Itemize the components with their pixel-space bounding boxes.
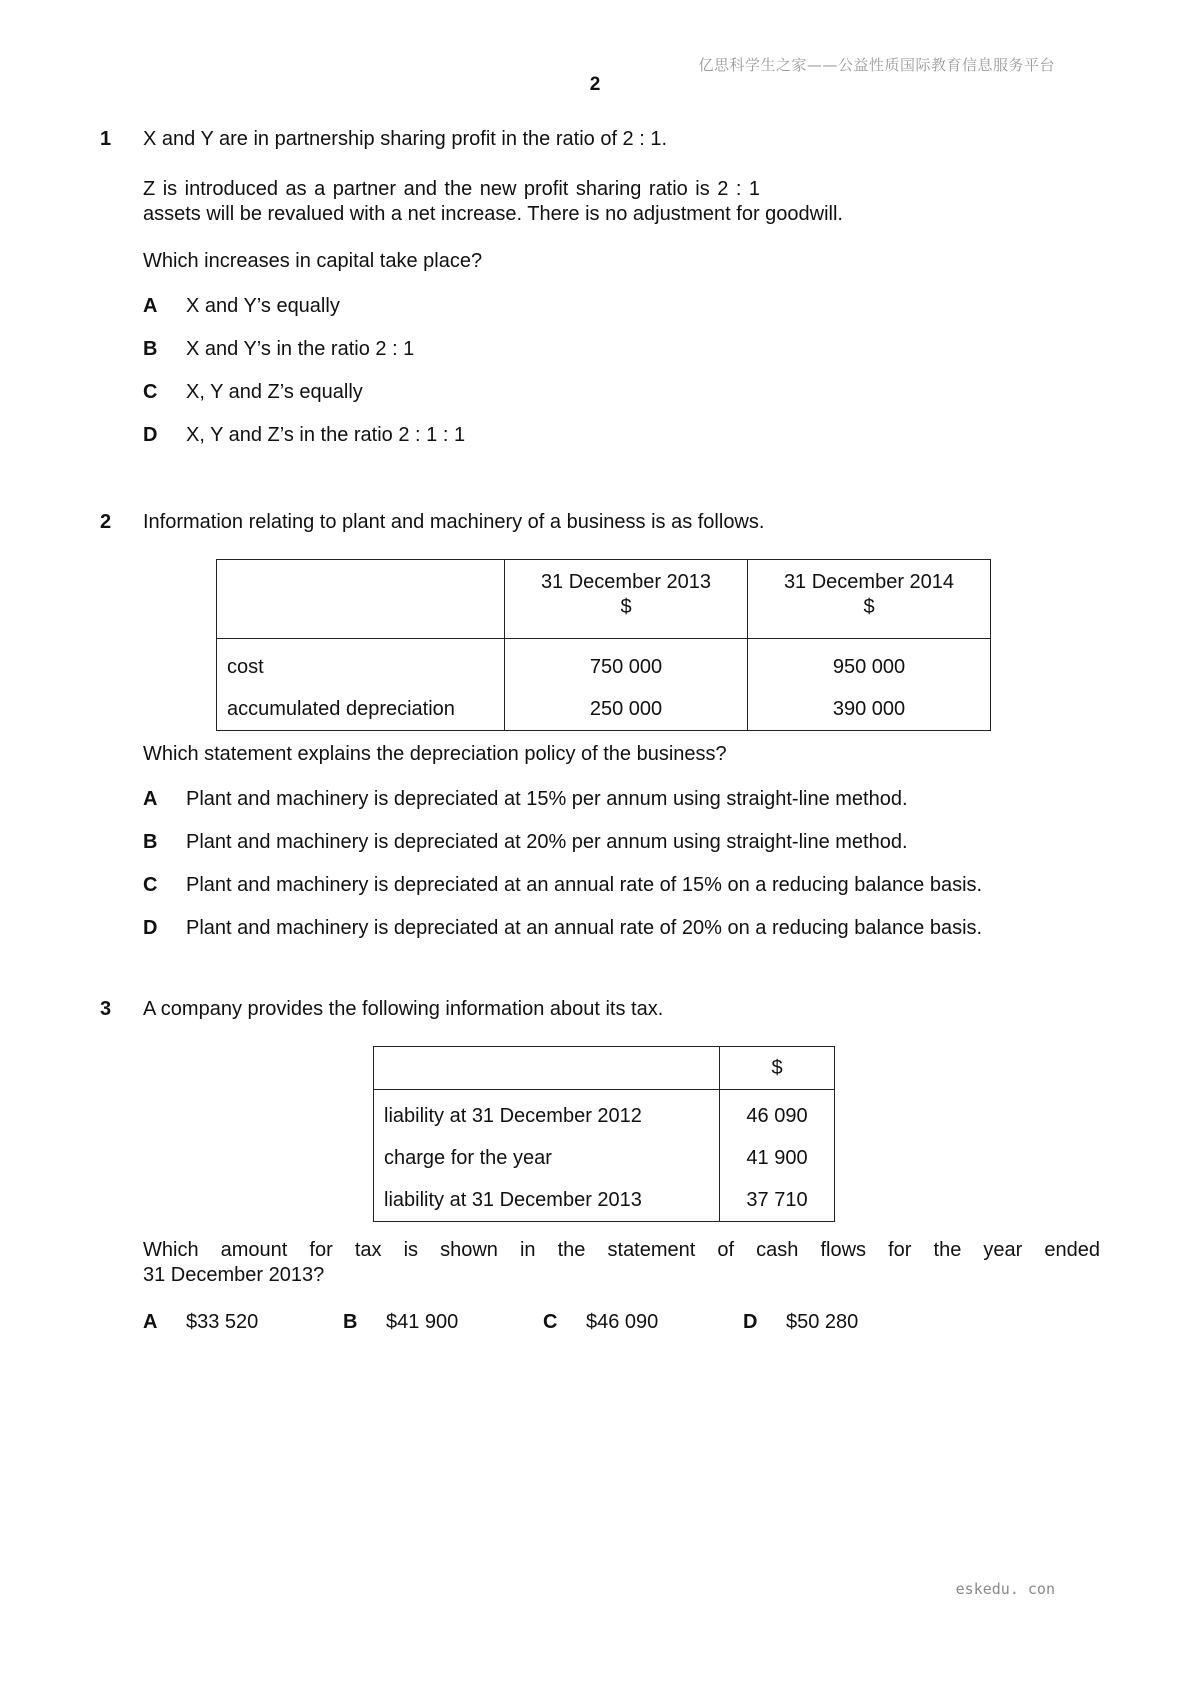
option-b[interactable] <box>143 337 1100 362</box>
question-prompt <box>143 1238 1100 1288</box>
question-3 <box>100 997 1100 1022</box>
option-letter: A <box>143 1311 158 1333</box>
question-info <box>143 177 1100 227</box>
option-letter: B <box>143 338 158 360</box>
question-prompt: Which statement explains the depreciation policy of the business? <box>143 743 727 765</box>
table-cell: 250 000 <box>505 688 748 731</box>
header-date: 31 December 2014 <box>783 571 955 593</box>
option-letter: B <box>143 831 158 853</box>
question-stem: X and Y are in partnership sharing profit in the ratio of 2 : 1. <box>143 128 668 150</box>
option-b[interactable] <box>143 830 1100 855</box>
option-a[interactable] <box>143 787 1100 812</box>
option-letter: C <box>143 874 158 896</box>
option-letter: B <box>343 1311 358 1333</box>
header-unit: $ <box>863 596 875 618</box>
option-text: X, Y and Z’s equally <box>186 381 363 403</box>
info-line: Z is introduced as a partner and the new profit sharing ratio is 2 : 1 <box>143 178 760 200</box>
table-cell: 41 900 <box>720 1137 835 1179</box>
watermark-header: 亿思科学生之家——公益性质国际教育信息服务平台 <box>698 56 1055 74</box>
question-1 <box>100 127 1100 466</box>
prompt-line: 31 December 2013? <box>143 1264 325 1286</box>
option-text: $33 520 <box>186 1311 259 1333</box>
question-2 <box>100 510 1100 535</box>
footer-site: eskedu. con <box>955 1580 1055 1598</box>
table-header-cell <box>217 560 505 639</box>
question-2-options <box>100 742 1100 959</box>
table-cell: liability at 31 December 2013 <box>374 1179 720 1222</box>
question-stem: A company provides the following information about its tax. <box>143 998 664 1020</box>
option-text: X, Y and Z’s in the ratio 2 : 1 : 1 <box>186 424 466 446</box>
header-date: 31 December 2013 <box>540 571 712 593</box>
table-row <box>217 688 991 731</box>
table-cell: 46 090 <box>720 1090 835 1138</box>
table-row <box>374 1179 835 1222</box>
option-c[interactable] <box>543 1310 658 1335</box>
option-text: Plant and machinery is depreciated at an annual rate of 15% on a reducing balance basis. <box>186 874 983 896</box>
table-row <box>374 1137 835 1179</box>
question-number: 1 <box>100 128 112 150</box>
table-row <box>374 1090 835 1138</box>
table-cell: cost <box>217 639 505 689</box>
table-header-cell <box>374 1047 720 1090</box>
table-cell: charge for the year <box>374 1137 720 1179</box>
option-text: $41 900 <box>386 1311 459 1333</box>
table-header-row <box>217 560 991 639</box>
option-text: X and Y’s in the ratio 2 : 1 <box>186 338 415 360</box>
question-3-options <box>100 1238 1100 1335</box>
question-number: 3 <box>100 998 112 1020</box>
option-d[interactable] <box>143 423 1100 448</box>
option-a[interactable] <box>143 1310 258 1335</box>
table-header-row <box>374 1047 835 1090</box>
option-text: Plant and machinery is depreciated at an annual rate of 20% on a reducing balance basis. <box>186 917 983 939</box>
option-text: $50 280 <box>786 1311 859 1333</box>
prompt-line: Which amount for tax is shown in the statement of cash flows for the year ended <box>143 1239 1100 1261</box>
option-c[interactable] <box>143 873 1100 898</box>
table-header-cell <box>505 560 748 639</box>
option-letter: D <box>143 917 158 939</box>
option-letter: A <box>143 788 158 810</box>
option-b[interactable] <box>343 1310 458 1335</box>
question-prompt: Which increases in capital take place? <box>143 250 483 272</box>
table-cell: 750 000 <box>505 639 748 689</box>
info-line: assets will be revalued with a net increase. There is no adjustment for goodwill. <box>143 203 843 225</box>
option-row <box>143 1310 1100 1335</box>
option-letter: A <box>143 295 158 317</box>
option-c[interactable] <box>143 380 1100 405</box>
question-number: 2 <box>100 511 112 533</box>
option-letter: D <box>743 1311 758 1333</box>
page-number: 2 <box>589 74 601 95</box>
option-letter: C <box>143 381 158 403</box>
table-header-cell <box>748 560 991 639</box>
option-letter: C <box>543 1311 558 1333</box>
option-text: $46 090 <box>586 1311 659 1333</box>
option-d[interactable] <box>143 916 1100 941</box>
option-text: Plant and machinery is depreciated at 15% per annum using straight-line method. <box>186 788 908 810</box>
option-letter: D <box>143 424 158 446</box>
table-cell: 390 000 <box>748 688 991 731</box>
table-cell: accumulated depreciation <box>217 688 505 731</box>
table-cell: liability at 31 December 2012 <box>374 1090 720 1138</box>
tax-table <box>373 1046 835 1222</box>
option-text: Plant and machinery is depreciated at 20% per annum using straight-line method. <box>186 831 908 853</box>
option-text: X and Y’s equally <box>186 295 340 317</box>
depreciation-table <box>216 559 991 731</box>
table-header-cell: $ <box>720 1047 835 1090</box>
option-d[interactable] <box>743 1310 858 1335</box>
table-cell: 950 000 <box>748 639 991 689</box>
table-cell: 37 710 <box>720 1179 835 1222</box>
option-a[interactable] <box>143 294 1100 319</box>
question-stem: Information relating to plant and machinery of a business is as follows. <box>143 511 765 533</box>
header-unit: $ <box>620 596 632 618</box>
table-row <box>217 639 991 689</box>
